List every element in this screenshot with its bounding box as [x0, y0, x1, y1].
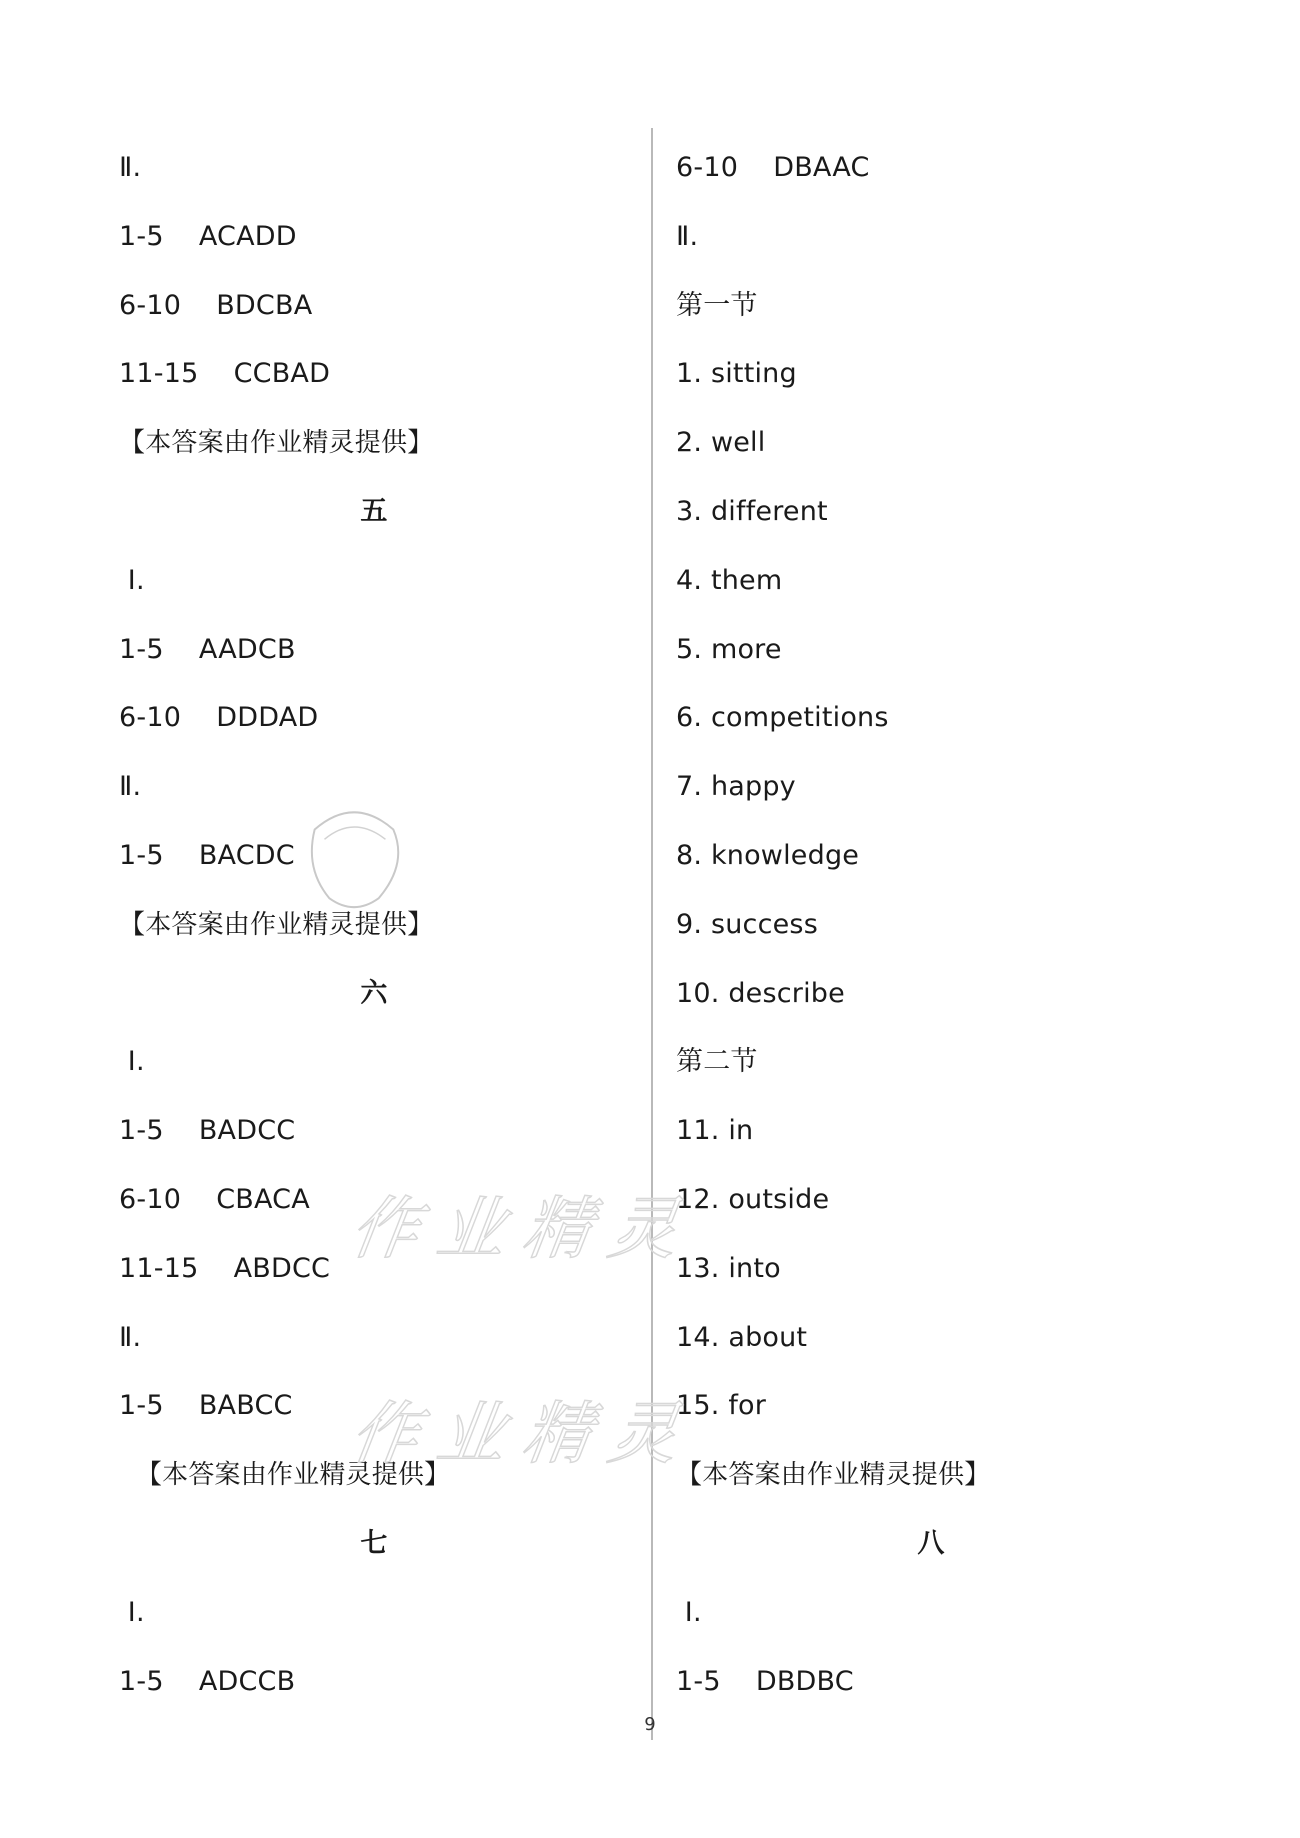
- section-heading: 六: [360, 977, 388, 1009]
- answer-line: 6-10 CBACA: [119, 1184, 310, 1215]
- answer-line: 1-5 DBDBC: [676, 1665, 854, 1697]
- answer-line: 14. about: [676, 1321, 808, 1353]
- section-heading: 七: [360, 1528, 388, 1559]
- credit-note: 【本答案由作业精灵提供】: [119, 909, 434, 940]
- answer-line: 10. describe: [676, 977, 845, 1009]
- answer-line: 6-10 DDDAD: [119, 702, 319, 734]
- question-label: Ⅱ.: [676, 220, 699, 252]
- answer-line: 2. well: [676, 427, 766, 459]
- watermark: 作业精灵: [345, 1190, 701, 1269]
- answer-line: 11-15 ABDCC: [119, 1252, 331, 1284]
- answer-line: 15. for: [676, 1390, 767, 1422]
- answer-line: 3. different: [676, 496, 828, 527]
- watermark: 作业精灵: [345, 1395, 701, 1474]
- answer-line: 1-5 ADCCB: [119, 1665, 296, 1697]
- answer-line: 1-5 AADCB: [119, 633, 296, 665]
- credit-note: 【本答案由作业精灵提供】: [119, 428, 434, 459]
- question-label: Ⅰ.: [676, 1596, 702, 1628]
- answer-line: 1-5 BABCC: [119, 1390, 293, 1422]
- answer-line: 6. competitions: [676, 702, 889, 734]
- answer-line: 9. success: [676, 908, 818, 940]
- answer-line: 5. more: [676, 633, 782, 665]
- answer-line: 13. into: [676, 1252, 781, 1284]
- answer-line: 12. outside: [676, 1184, 830, 1215]
- answer-line: 8. knowledge: [676, 840, 860, 871]
- question-label: Ⅰ.: [119, 564, 145, 596]
- credit-note: 【本答案由作业精灵提供】: [119, 1460, 451, 1491]
- question-label: Ⅰ.: [119, 1596, 145, 1628]
- answer-line: 1-5 BADCC: [119, 1115, 296, 1147]
- question-label: Ⅱ.: [119, 152, 142, 183]
- answer-line: 11. in: [676, 1115, 754, 1147]
- question-label: Ⅰ.: [119, 1046, 145, 1078]
- answer-line: 6-10 BDCBA: [119, 289, 313, 321]
- credit-note: 【本答案由作业精灵提供】: [676, 1460, 991, 1491]
- question-label: 第一节: [676, 289, 758, 321]
- question-label: Ⅱ.: [119, 771, 142, 803]
- answer-line: 1-5 BACDC: [119, 840, 295, 871]
- answer-line: 6-10 DBAAC: [676, 152, 870, 183]
- section-heading: 八: [917, 1528, 945, 1559]
- answer-line: 4. them: [676, 564, 783, 596]
- answer-line: 7. happy: [676, 771, 796, 803]
- stamp-logo: [295, 800, 413, 918]
- answer-line: 1. sitting: [676, 358, 797, 390]
- question-label: 第二节: [676, 1046, 758, 1078]
- question-label: Ⅱ.: [119, 1321, 142, 1353]
- column-divider: [651, 128, 653, 1740]
- answer-line: 11-15 CCBAD: [119, 358, 331, 390]
- page-number: 9: [644, 1714, 656, 1735]
- section-heading: 五: [360, 496, 388, 527]
- answer-line: 1-5 ACADD: [119, 220, 297, 252]
